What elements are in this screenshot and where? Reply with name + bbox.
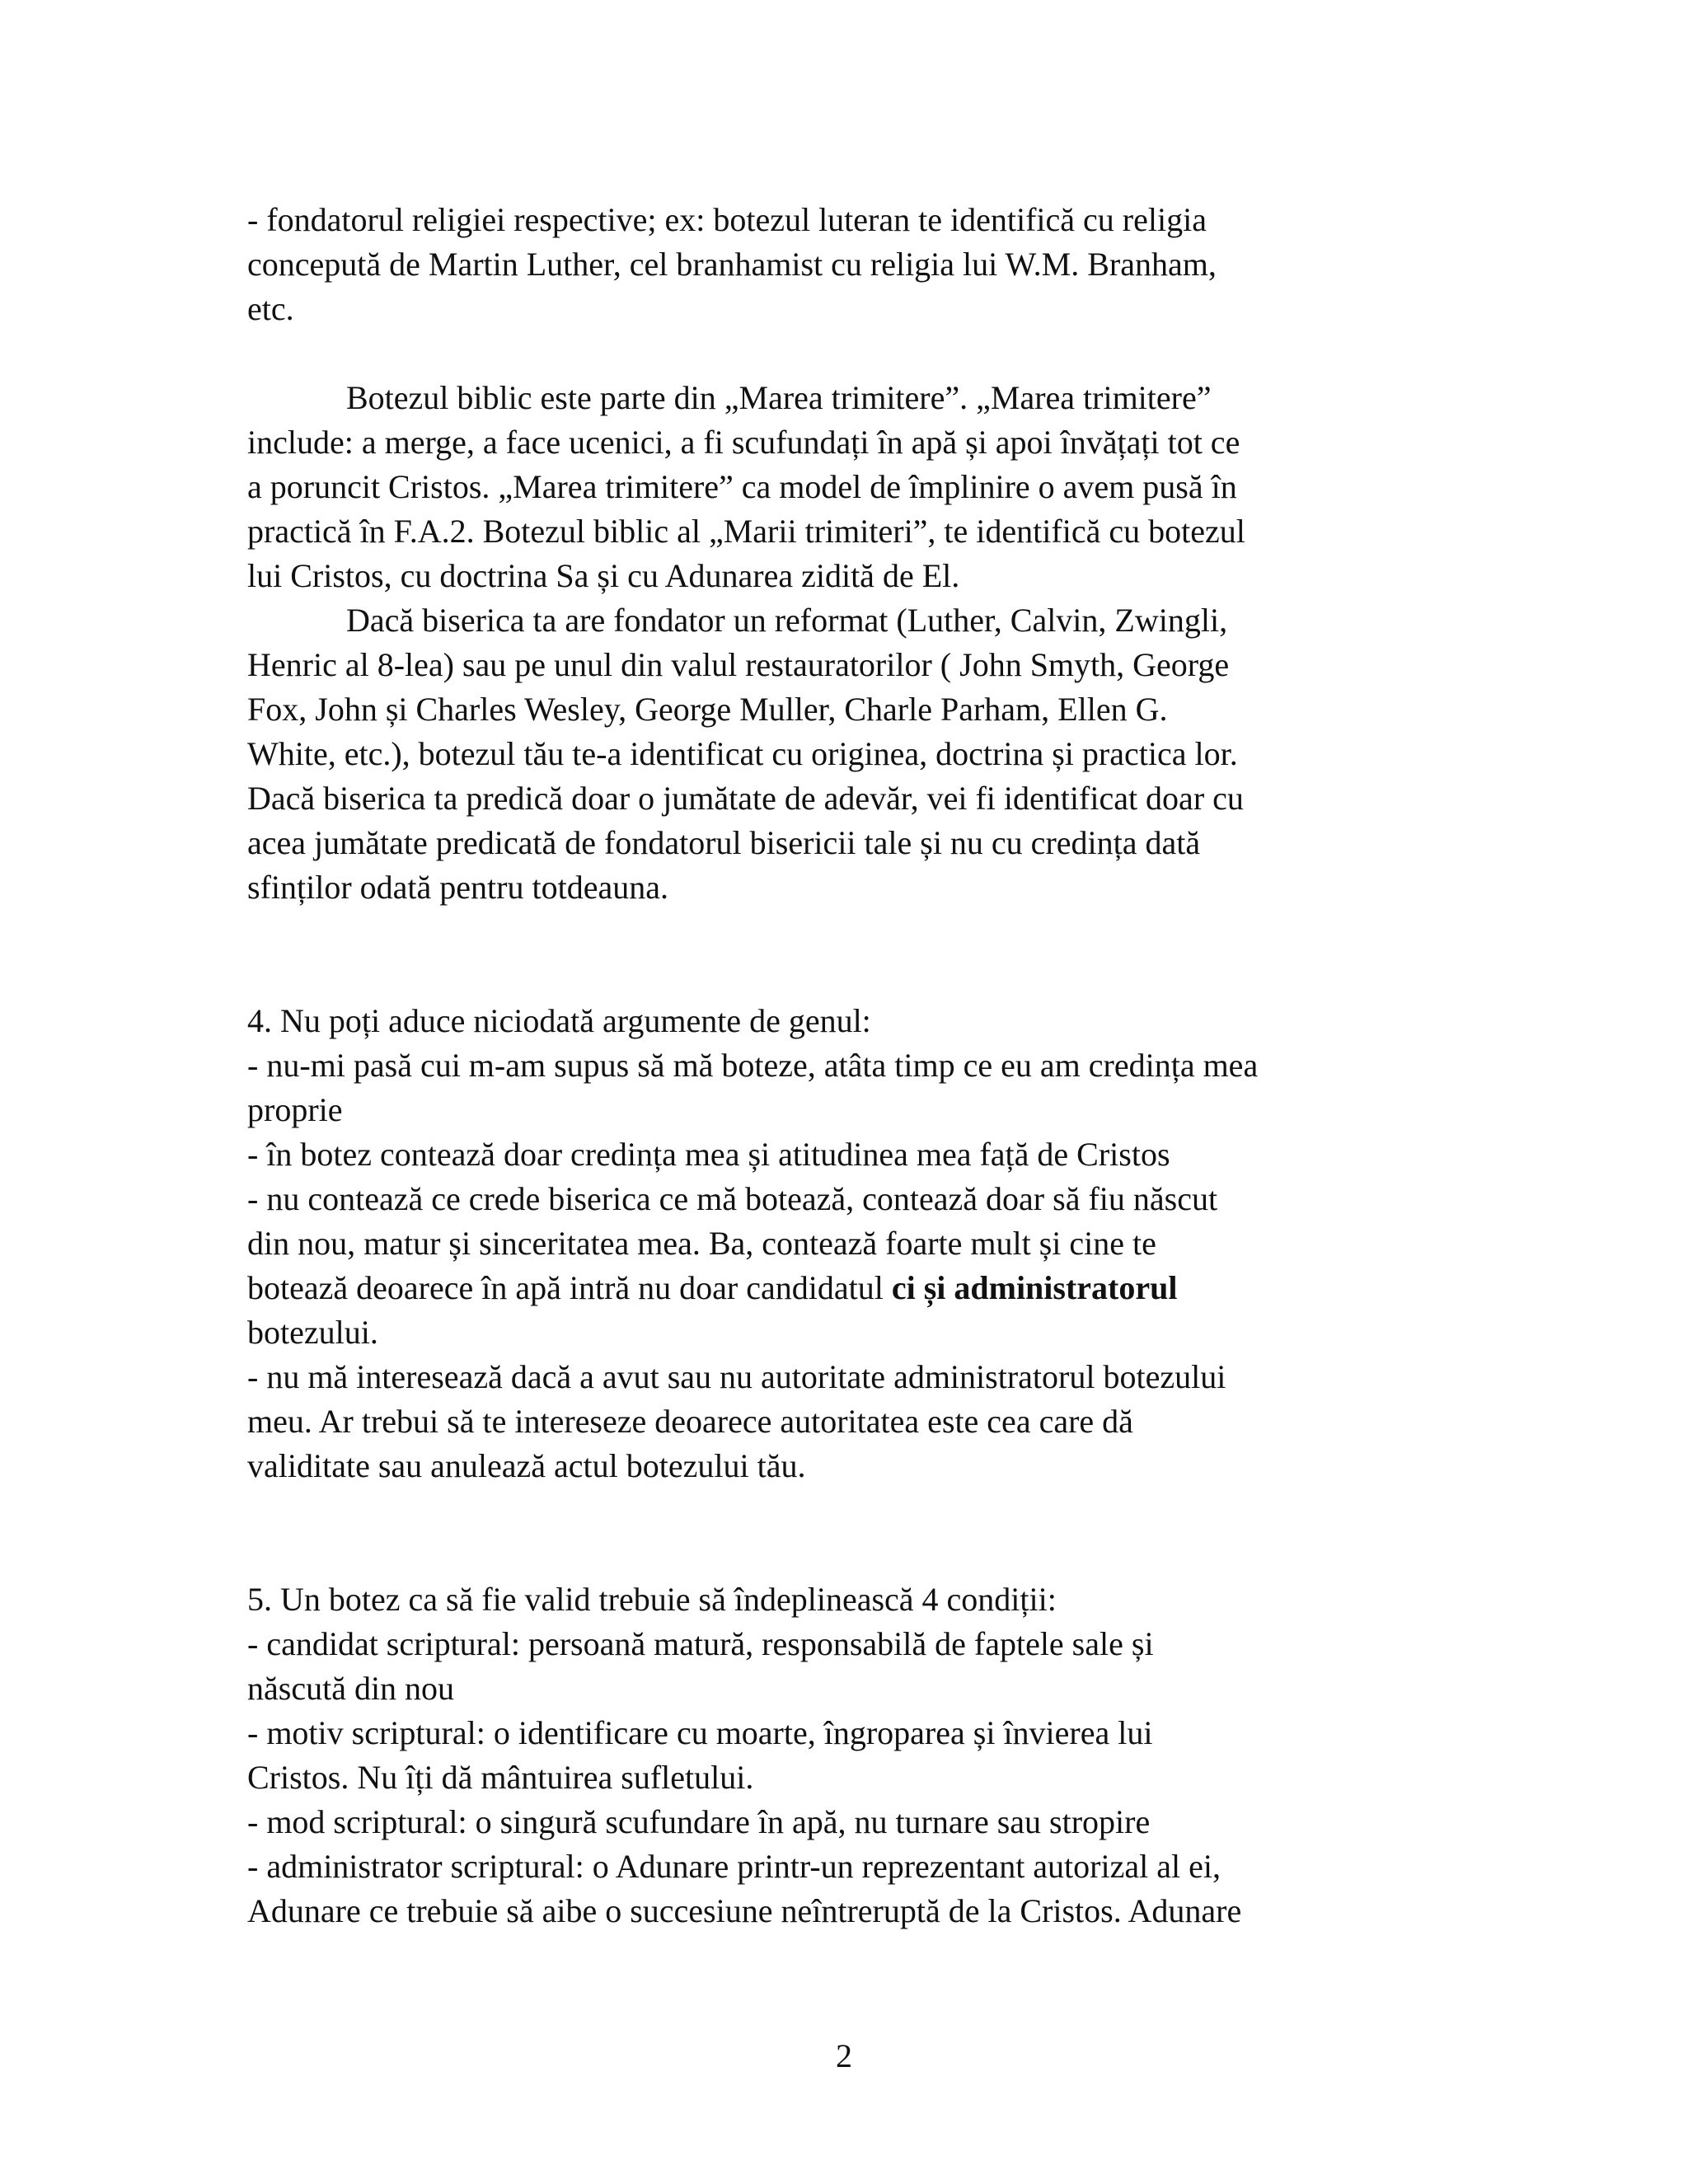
text-line: a poruncit Cristos. „Marea trimitere” ca model de împlinire o avem pusă în [247,468,1237,505]
text-line: Henric al 8-lea) sau pe unul din valul restauratorilor ( John Smyth, George [247,646,1230,683]
text-line: proprie [247,1091,343,1128]
text-bold-emphasis: ci și administratorul [891,1269,1178,1306]
text-line: Adunare ce trebuie să aibe o succesiune neîntreruptă de la Cristos. Adunare [247,1892,1242,1929]
section-5-conditions [247,1577,1467,1933]
text-line: Dacă biserica ta predică doar o jumătate de adevăr, vei fi identificat doar cu [247,780,1244,817]
page-number: 2 [836,2037,852,2074]
text-line: - nu mă interesează dacă a avut sau nu autoritate administratorul botezului [247,1358,1226,1395]
text-line: Cristos. Nu îți dă mântuirea sufletului. [247,1759,754,1796]
text-line-mixed [247,1266,1467,1310]
text-line: - în botez contează doar credința mea și atitudinea mea față de Cristos [247,1136,1170,1173]
paragraph-spacer [247,331,1467,376]
text-line: concepută de Martin Luther, cel branhamist cu religia lui W.M. Branham, [247,246,1217,283]
section-heading: 5. Un botez ca să fie valid trebuie să îndeplinească 4 condiții: [247,1581,1057,1618]
text-line: - mod scriptural: o singură scufundare în apă, nu turnare sau stropire [247,1803,1151,1840]
text-line: lui Cristos, cu doctrina Sa și cu Adunarea zidită de El. [247,557,960,594]
text-line: - nu contează ce crede biserica ce mă botează, contează doar să fiu născut [247,1180,1218,1217]
paragraph-church-founder [247,598,1467,910]
section-spacer [247,910,1467,999]
text-line: Botezul biblic este parte din „Marea trimitere”. „Marea trimitere” [346,379,1212,416]
text-line: etc. [247,290,294,327]
text-line: - nu-mi pasă cui m-am supus să mă boteze, atâta timp ce eu am credința mea [247,1047,1259,1084]
text-line: născută din nou [247,1670,455,1707]
text-line: White, etc.), botezul tău te-a identificat cu originea, doctrina și practica lor. [247,735,1238,772]
text-line: Dacă biserica ta are fondator un reformat (Luther, Calvin, Zwingli, [346,602,1228,639]
text-normal: botează deoarece în apă intră nu doar candidatul [247,1269,892,1306]
text-line: - candidat scriptural: persoană matură, responsabilă de faptele sale și [247,1625,1154,1662]
text-line: botezului. [247,1314,378,1351]
text-line: validitate sau anulează actul botezului tău. [247,1447,806,1484]
text-line: sfinților odată pentru totdeauna. [247,869,668,906]
text-line: - fondatorul religiei respective; ex: botezul luteran te identifică cu religia [247,201,1207,238]
text-line: practică în F.A.2. Botezul biblic al „Marii trimiteri”, te identifică cu botezul [247,513,1245,550]
text-line: Fox, John și Charles Wesley, George Muller, Charle Parham, Ellen G. [247,691,1168,728]
document-body [247,198,1467,1933]
text-line: - administrator scriptural: o Adunare printr-un reprezentant autorizal al ei, [247,1848,1221,1885]
paragraph-founder-note [247,198,1467,331]
paragraph-great-commission [247,376,1467,598]
section-4-arguments [247,999,1467,1488]
section-heading: 4. Nu poți aduce niciodată argumente de genul: [247,1002,871,1039]
text-line: - motiv scriptural: o identificare cu moarte, îngroparea și învierea lui [247,1714,1153,1751]
text-line: din nou, matur și sinceritatea mea. Ba, contează foarte mult și cine te [247,1225,1156,1262]
section-spacer [247,1488,1467,1577]
text-line: include: a merge, a face ucenici, a fi scufundați în apă și apoi învățați tot ce [247,424,1240,461]
text-line: acea jumătate predicată de fondatorul bisericii tale și nu cu credința dată [247,824,1201,861]
text-line: meu. Ar trebui să te intereseze deoarece autoritatea este cea care dă [247,1403,1133,1440]
